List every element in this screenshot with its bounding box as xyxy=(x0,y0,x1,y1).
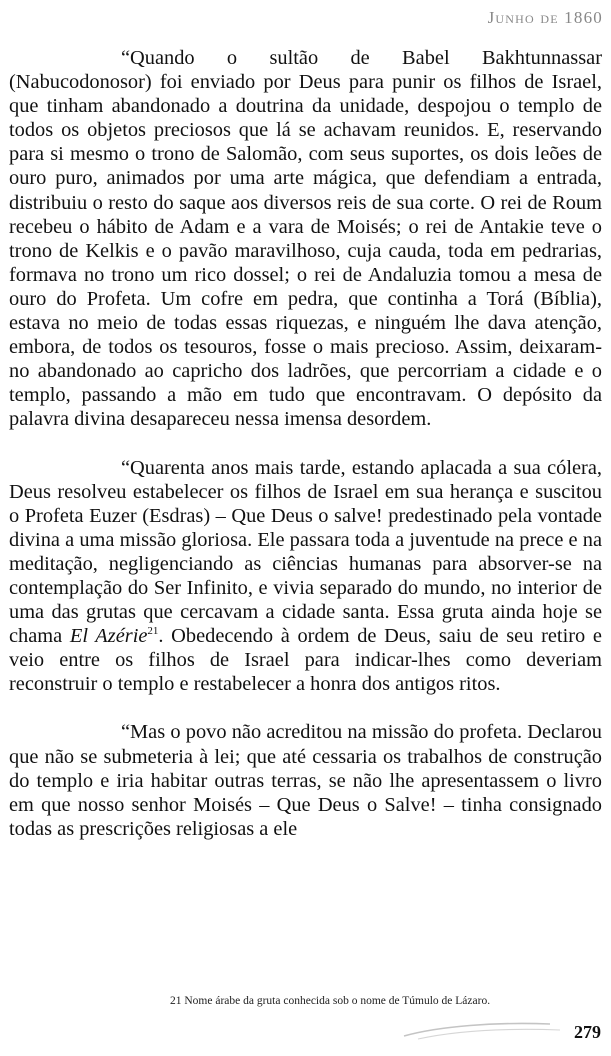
page-number-ornament xyxy=(400,1016,570,1042)
running-header: Junho de 1860 xyxy=(487,8,603,27)
footnote-reference[interactable]: 21 xyxy=(147,625,159,638)
paragraph-2 xyxy=(9,456,602,697)
body-text xyxy=(9,46,602,841)
footnote: 21 Nome árabe da gruta conhecida sob o nome de Túmulo de Lázaro. xyxy=(170,995,491,1007)
paragraph-2-text-after: . Obedecendo à ordem de Deus, saiu de seu retiro e veio entre os filhos de Israel para indicar-lhes como deveriam reconstruir o templo e restabelecer a honra dos antigos ritos. xyxy=(9,625,602,696)
paragraph-3: “Mas o povo não acreditou na missão do profeta. Declarou que não se submeteria à lei; que até cessaria os trabalhos de construção do templo e iria habitar outras terras, se não lhe apresentassem o livro em que nosso senhor Moisés – Que Deus o Salve! – tinha consignado todas as prescrições religiosas a ele xyxy=(9,721,602,840)
paragraph-1: “Quando o sultão de Babel Bakhtunnassar (Nabucodonosor) foi enviado por Deus para punir os filhos de Israel, que tinham abandonado a doutrina da unidade, despojou o templo de todos os objetos preciosos que lá se achavam reunidos. E, reservando para si mesmo o trono de Salomão, com seus suportes, os dois leões de ouro puro, animados por uma arte mágica, que defendiam a entrada, distribuiu o resto do saque aos diversos reis de sua corte. O rei de Roum recebeu o hábito de Adam e a vara de Moisés; o rei de Antakie teve o trono de Kelkis e o pavão maravilhoso, cuja cauda, toda em pedrarias, formava no trono um rico dossel; o rei de Andaluzia tomou a mesa de ouro do Profeta. Um cofre em pedra, que continha a Torá (Bíblia), estava no meio de todas essas riquezas, e ninguém lhe dava atenção, embora, de todos os tesouros, fosse o mais precioso. Assim, deixaram-no abandonado ao capricho dos ladrões, que percorriam a cidade e o templo, passando a mão em tudo que encontravam. O depósito da palavra divina desapareceu nessa imensa desordem. xyxy=(9,47,602,431)
italic-place-name: El Azérie xyxy=(69,625,148,648)
page-number: 279 xyxy=(574,1022,601,1042)
paragraph-2-text-before: “Quarenta anos mais tarde, estando aplacada a sua cólera, Deus resolveu estabelecer os filhos de Israel em sua herança e suscitou o Profeta Euzer (Esdras) – Que Deus o salve! predestinado pela vontade divina a uma missão gloriosa. Ele passara toda a juventude na prece e na meditação, negligenciando as ciências humanas para absorver-se na contemplação do Ser Infinito, e vivia separado do mundo, no interior de uma das grutas que cercavam a cidade santa. Essa gruta ainda hoje se chama xyxy=(9,456,602,648)
